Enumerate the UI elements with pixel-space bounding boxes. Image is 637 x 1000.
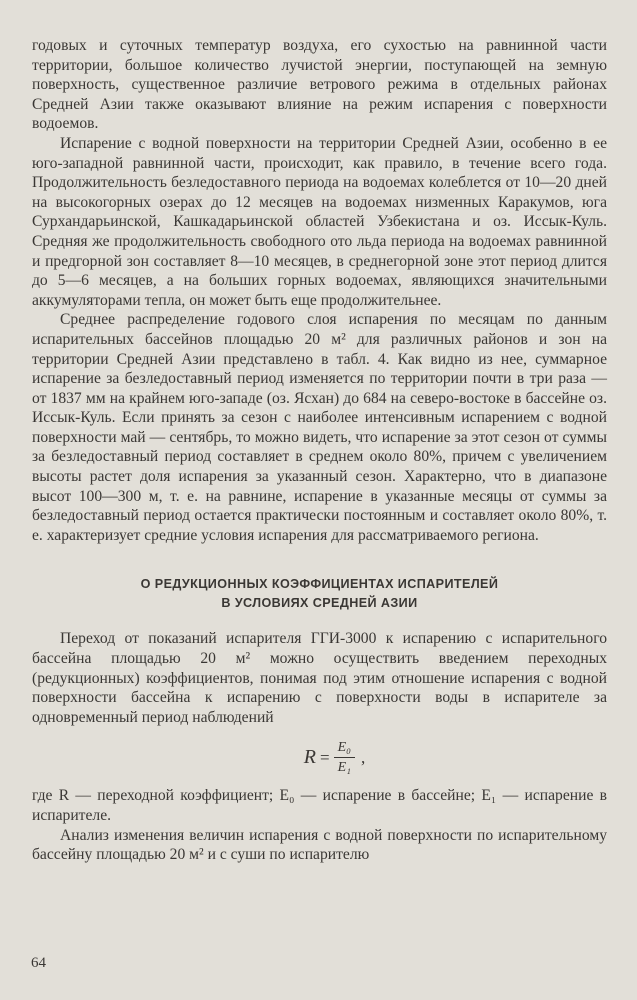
formula-equals: = [319,747,330,767]
section-heading-line-2: В УСЛОВИЯХ СРЕДНЕЙ АЗИИ [221,596,418,611]
paragraph-2: Испарение с водной поверхности на территории Средней Азии, особенно в ее юго-западной равнинной части, происходит, как правило, в течение всего года. Продолжительность безледоставного периода на водоемах колеблется от 10—20 дней на высокогорных озерах до 12 месяцев на водоемах низменных Каракумов, юга Сурхандарьинской, Кашкадарьинской областей Узбекистана и оз. Иссык-Куль. Средняя же продолжительность свободного ото льда периода на водоемах равнинной и предгорной зон составляет 8—10 месяцев, в среднегорной зоне этот период длится до 5—6 месяцев, а на больших горных водоемах, являющихся значительными аккумуляторами тепла, он может быть еще продолжительнее. [32,134,607,309]
formula-lhs: R [303,746,316,769]
formula [32,739,607,776]
page-number: 64 [31,955,46,971]
section-heading [32,575,607,613]
formula-denominator: E₁ [337,760,351,776]
paragraph-intro: Переход от показаний испарителя ГГИ-3000 к испарению с испарительного бассейна площадью 20 м² можно осуществить введением переходных (редукционных) коэффициентов, понимая под этим отношение испарения с водной поверхности бассейна к испарению с поверхности воды в испарителе за одновременный период наблюдений [32,630,607,726]
section-heading-line-1: О РЕДУКЦИОННЫХ КОЭФФИЦИЕНТАХ ИСПАРИТЕЛЕЙ [140,577,499,592]
paragraph-3: Среднее распределение годового слоя испарения по месяцам по данным испарительных бассейнов площадью 20 м² для различных районов и зон на территории Средней Азии представлено в табл. 4. Как видно из нее, суммарное испарение за безледоставный период изменяется по территории почти в три раза — от 1837 мм на крайнем юго-западе (оз. Ясхан) до 684 на северо-востоке в бассейне оз. Иссык-Куль. Если принять за сезон с наиболее интенсивным испарением с водной поверхности май — сентябрь, то можно видеть, что испарение за этот сезон от суммы за безледоставный период составляет в среднем около 80%, причем с увеличением высоты растет доля испарения за указанный сезон. Характерно, что в диапазоне высот 100—300 м, т. е. на равнине, испарение в указанные месяцы от суммы за безледоставный период остается практически постоянным и составляет около 80%, т. е. характеризует средние условия испарения для рассматриваемого региона. [32,311,607,544]
paragraph-last: Анализ изменения величин испарения с водной поверхности по испарительному бассейну площадью 20 м² и с суши по испарителю [32,826,607,864]
paragraph-1: годовых и суточных температур воздуха, его сухостью на равнинной части территории, большое количество лучистой энергии, поступающей на земную поверхность, существенное различие ветрового режима в отдельных районах Средней Азии также оказывают влияние на режим испарения с поверхности водоемов. [32,37,607,133]
formula-fraction [334,739,355,776]
paragraph-where: где R — переходной коэффициент; E₀ — испарение в бассейне; E₁ — испарение в испарителе. [32,787,607,824]
formula-numerator: E₀ [334,739,355,758]
formula-comma: , [360,747,366,767]
